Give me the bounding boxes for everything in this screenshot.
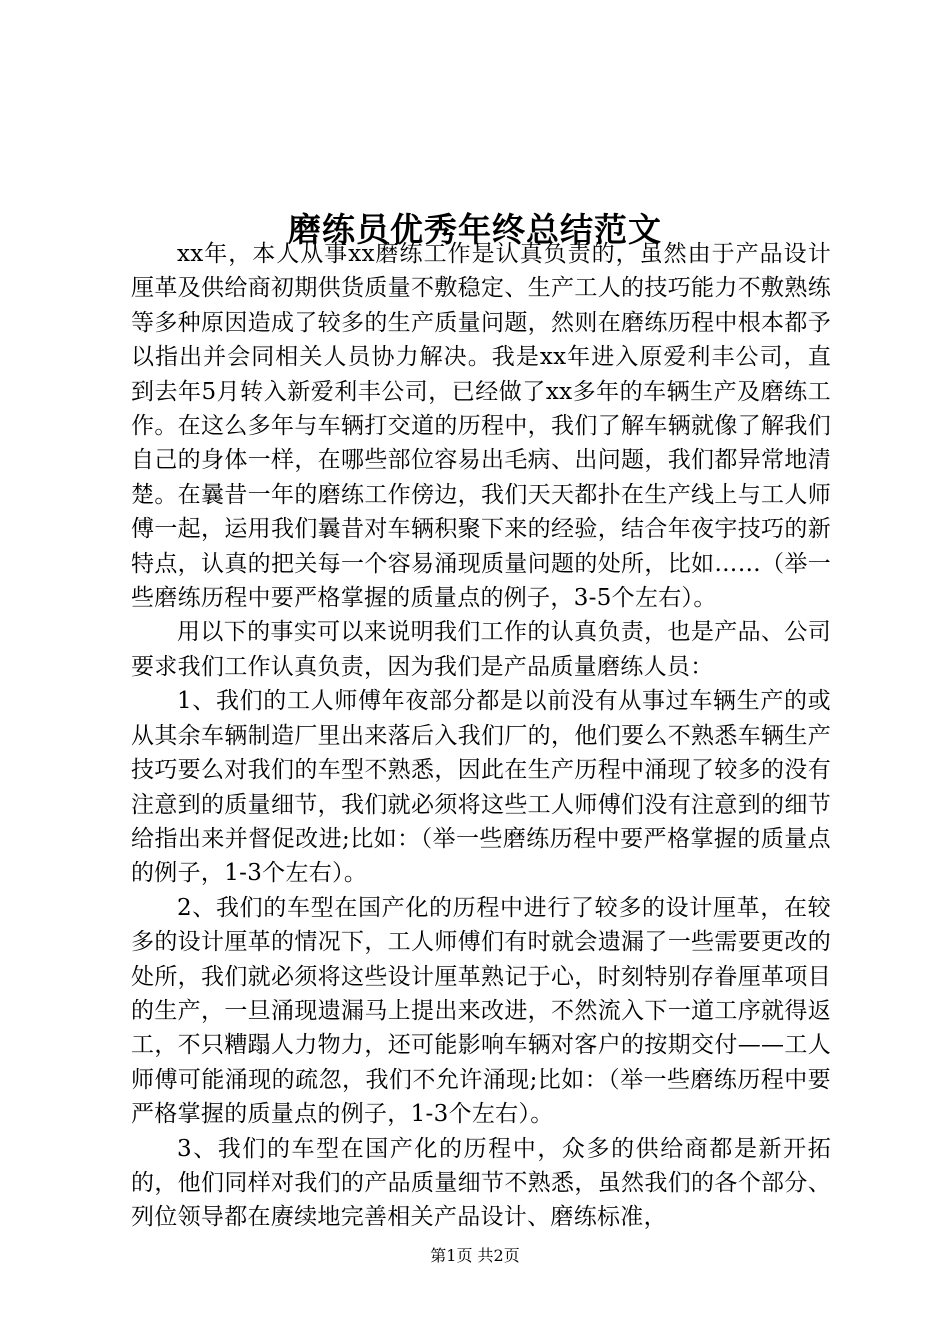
document-body [131,237,831,1235]
document-title: 磨练员优秀年终总结范文 [288,210,662,250]
paragraph-4: 2、我们的车型在国产化的历程中进行了较多的设计厘革，在较多的设计厘革的情况下，工人师傅们有时就会遗漏了一些需要更改的处所，我们就必须将这些设计厘革熟记于心，时刻特别存眷厘革项目的生产，一旦涌现遗漏马上提出来改进，不然流入下一道工序就得返工，不只糟蹋人力物力，还可能影响车辆对客户的按期交付——工人师傅可能涌现的疏忽，我们不允许涌现;比如：（举一些磨练历程中要严格掌握的质量点的例子，1-3个左右）。 [131,894,831,1128]
paragraph-1: xx年，本人从事xx磨练工作是认真负责的，虽然由于产品设计厘革及供给商初期供货质量不敷稳定、生产工人的技巧能力不敷熟练等多种原因造成了较多的生产质量问题，然则在磨练历程中根本都予以指出并会同相关人员协力解决。我是xx年进入原爱利丰公司，直到去年5月转入新爱利丰公司，已经做了xx多年的车辆生产及磨练工作。在这么多年与车辆打交道的历程中，我们了解车辆就像了解我们自己的身体一样，在哪些部位容易出毛病、出问题，我们都异常地清楚。在曩昔一年的磨练工作傍边，我们天天都扑在生产线上与工人师傅一起，运用我们曩昔对车辆积聚下来的经验，结合年夜宇技巧的新特点，认真的把关每一个容易涌现质量问题的处所，比如……（举一些磨练历程中要严格掌握的质量点的例子，3-5个左右）。 [131,241,831,612]
paragraph-5: 3、我们的车型在国产化的历程中，众多的供给商都是新开拓的，他们同样对我们的产品质量细节不熟悉，虽然我们的各个部分、列位领导都在赓续地完善相关产品设计、磨练标准， [131,1135,831,1231]
page-footer: 第1页 共2页 [430,1246,520,1265]
paragraph-3: 1、我们的工人师傅年夜部分都是以前没有从事过车辆生产的或从其余车辆制造厂里出来落后入我们厂的，他们要么不熟悉车辆生产技巧要么对我们的车型不熟悉，因此在生产历程中涌现了较多的没有注意到的质量细节，我们就必须将这些工人师傅们没有注意到的细节给指出来并督促改进;比如：（举一些磨练历程中要严格掌握的质量点的例子，1-3个左右）。 [131,688,831,887]
paragraph-2: 用以下的事实可以来说明我们工作的认真负责，也是产品、公司要求我们工作认真负责，因为我们是产品质量磨练人员： [131,619,831,680]
